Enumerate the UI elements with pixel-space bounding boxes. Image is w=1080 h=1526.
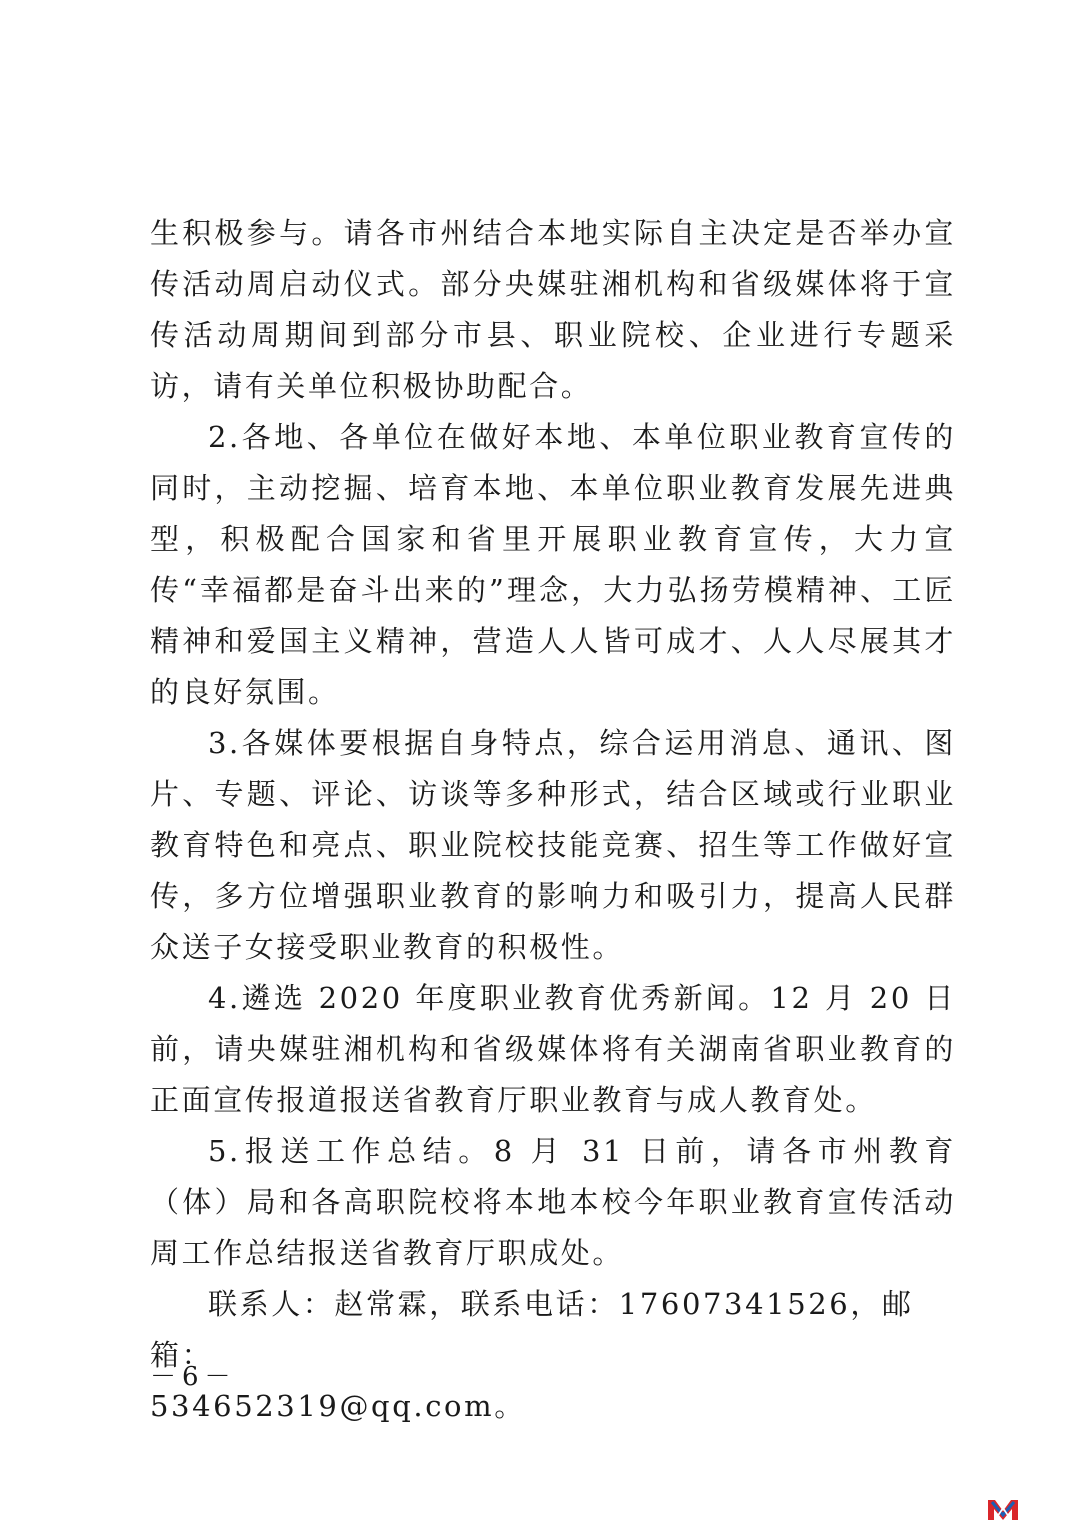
contact-info: [150, 1279, 956, 1432]
paragraph-item-3: 3.各媒体要根据自身特点，综合运用消息、通讯、图片、专题、评论、访谈等多种形式，结合区域或行业职业教育特色和亮点、职业院校技能竞赛、招生等工作做好宣传，多方位增强职业教育的影响力和吸引力，提高人民群众送子女接受职业教育的积极性。: [150, 726, 956, 964]
page-number: －6－: [150, 1362, 237, 1392]
paragraph-item-4: 4.遴选 2020 年度职业教育优秀新闻。12 月 20 日前，请央媒驻湘机构和省级媒体将有关湖南省职业教育的正面宣传报道报送省教育厅职业教育与成人教育处。: [150, 981, 956, 1117]
contact-email: 534652319@qq.com。: [150, 1389, 526, 1423]
paragraph-item-2: 2.各地、各单位在做好本地、本单位职业教育宣传的同时，主动挖掘、培育本地、本单位职业教育发展先进典型，积极配合国家和省里开展职业教育宣传，大力宣传“幸福都是奋斗出来的”理念，大力弘扬劳模精神、工匠精神和爱国主义精神，营造人人皆可成才、人人尽展其才的良好氛围。: [150, 420, 956, 709]
paragraph-item-5: 5.报送工作总结。8 月 31 日前，请各市州教育（体）局和各高职院校将本地本校今年职业教育宣传活动周工作总结报送省教育厅职成处。: [150, 1134, 956, 1270]
m-logo-icon: [986, 1496, 1020, 1522]
contact-line: 联系人：赵常霖，联系电话：17607341526，邮箱：: [150, 1287, 914, 1372]
document-body: [150, 208, 956, 1432]
paragraph-continuation: 生积极参与。请各市州结合本地实际自主决定是否举办宣传活动周启动仪式。部分央媒驻湘机构和省级媒体将于宣传活动周期间到部分市县、职业院校、企业进行专题采访，请有关单位积极协助配合。: [150, 216, 956, 403]
